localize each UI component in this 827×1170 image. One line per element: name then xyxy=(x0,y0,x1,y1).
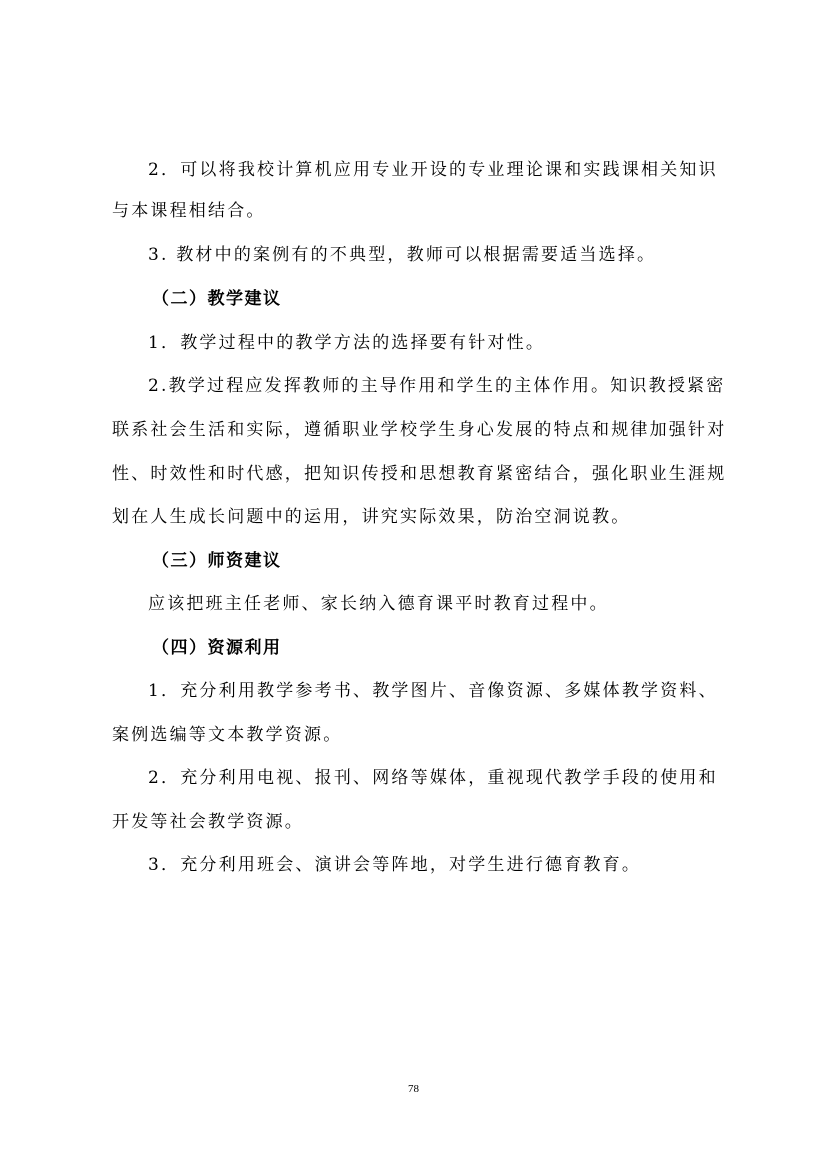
paragraph-line: 案例选编等文本教学资源。 xyxy=(112,725,343,745)
paragraph-line: 划在人生成长问题中的运用，讲究实际效果，防治空洞说教。 xyxy=(112,507,631,527)
paragraph-line: 1．充分利用教学参考书、教学图片、音像资源、多媒体教学资料、 xyxy=(148,681,718,701)
paragraph: 3. 教材中的案例有的不典型，教师可以根据需要适当选择。 xyxy=(148,245,657,265)
paragraph-line: 2.教学过程应发挥教师的主导作用和学生的主体作用。知识教授紧密 xyxy=(148,376,726,396)
paragraph-line: 2．充分利用电视、报刊、网络等媒体，重视现代教学手段的使用和 xyxy=(148,768,718,788)
paragraph: 3．充分利用班会、演讲会等阵地，对学生进行德育教育。 xyxy=(148,855,642,875)
paragraph-line: 开发等社会教学资源。 xyxy=(112,812,304,832)
paragraph-line: 与本课程相结合。 xyxy=(112,201,266,221)
paragraph-line: 性、时效性和时代感，把知识传授和思想教育紧密结合，强化职业生涯规 xyxy=(112,464,727,484)
page-number: 78 xyxy=(408,1083,419,1095)
paragraph-line: 联系社会生活和实际，遵循职业学校学生身心发展的特点和规律加强针对 xyxy=(112,420,727,440)
paragraph: 应该把班主任老师、家长纳入德育课平时教育过程中。 xyxy=(148,594,609,614)
paragraph-line: 2．可以将我校计算机应用专业开设的专业理论课和实践课相关知识 xyxy=(148,160,718,180)
section-heading: （四）资源利用 xyxy=(152,638,282,658)
section-heading: （二）教学建议 xyxy=(152,289,282,309)
paragraph: 1．教学过程中的教学方法的选择要有针对性。 xyxy=(148,333,546,353)
section-heading: （三）师资建议 xyxy=(152,551,282,571)
